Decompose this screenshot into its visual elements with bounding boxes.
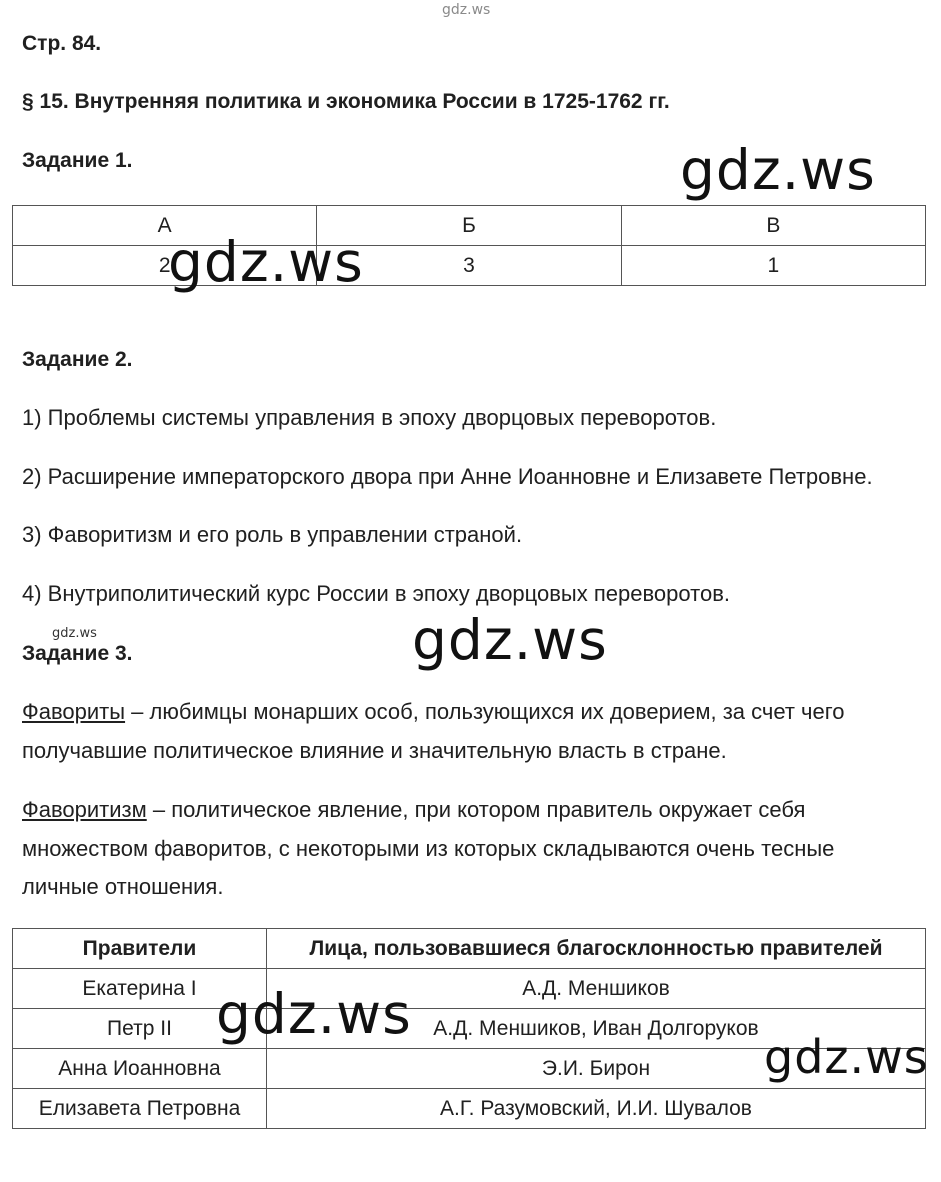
watermark: gdz.ws xyxy=(216,982,412,1046)
watermark-top: gdz.ws xyxy=(442,2,491,18)
table-row xyxy=(13,246,926,286)
table-cell: 3 xyxy=(317,246,621,286)
definition-text: множеством фаворитов, с некоторыми из которых складываются очень тесные xyxy=(22,836,835,861)
watermark: gdz.ws xyxy=(680,138,876,202)
table-cell: Анна Иоанновна xyxy=(13,1049,267,1089)
table-header-cell: А xyxy=(13,206,317,246)
table-cell: А.Д. Меншиков, Иван Долгоруков xyxy=(267,1009,926,1049)
table-row xyxy=(13,929,926,969)
table-cell: А.Д. Меншиков xyxy=(267,969,926,1009)
definition-text: – политическое явление, при котором правитель окружает себя xyxy=(146,797,806,822)
watermark: gdz.ws xyxy=(412,608,608,672)
definition-favoritism xyxy=(22,797,805,823)
definition-favorites xyxy=(22,699,845,725)
page-reference: Стр. 84. xyxy=(22,32,102,55)
watermark: gdz.ws xyxy=(168,230,364,294)
table-cell: Э.И. Бирон xyxy=(267,1049,926,1089)
table-header-cell: Лица, пользовавшиеся благосклонностью правителей xyxy=(267,929,926,969)
table-row xyxy=(13,969,926,1009)
watermark: gdz.ws xyxy=(764,1030,929,1084)
task2-item: 1) Проблемы системы управления в эпоху дворцовых переворотов. xyxy=(22,405,717,430)
table-row xyxy=(13,206,926,246)
table-cell: 1 xyxy=(621,246,925,286)
table-header-cell: Правители xyxy=(13,929,267,969)
task2-item: 3) Фаворитизм и его роль в управлении страной. xyxy=(22,522,523,547)
term-favorites: Фавориты xyxy=(22,699,126,724)
task2-title: Задание 2. xyxy=(22,348,133,371)
definition-text: личные отношения. xyxy=(22,874,224,899)
section-title: § 15. Внутренняя политика и экономика России в 1725-1762 гг. xyxy=(22,90,670,113)
watermark-small: gdz.ws xyxy=(52,626,97,641)
table-cell: Екатерина I xyxy=(13,969,267,1009)
answer-table-task1 xyxy=(12,205,926,286)
table-cell: Елизавета Петровна xyxy=(13,1089,267,1129)
rulers-favorites-table xyxy=(12,928,926,1129)
task2-item: 4) Внутриполитический курс России в эпоху дворцовых переворотов. xyxy=(22,581,731,606)
table-row xyxy=(13,1089,926,1129)
table-cell: Петр II xyxy=(13,1009,267,1049)
definition-text: получавшие политическое влияние и значительную власть в стране. xyxy=(22,738,727,763)
definition-text: – любимцы монарших особ, пользующихся их доверием, за счет чего xyxy=(125,699,845,724)
table-header-cell: В xyxy=(621,206,925,246)
table-header-cell: Б xyxy=(317,206,621,246)
task2-item: 2) Расширение императорского двора при Анне Иоанновне и Елизавете Петровне. xyxy=(22,464,873,489)
task1-title: Задание 1. xyxy=(22,149,133,172)
table-cell: 2 xyxy=(13,246,317,286)
table-cell: А.Г. Разумовский, И.И. Шувалов xyxy=(267,1089,926,1129)
task3-title: Задание 3. xyxy=(22,642,133,665)
term-favoritism: Фаворитизм xyxy=(22,797,147,822)
